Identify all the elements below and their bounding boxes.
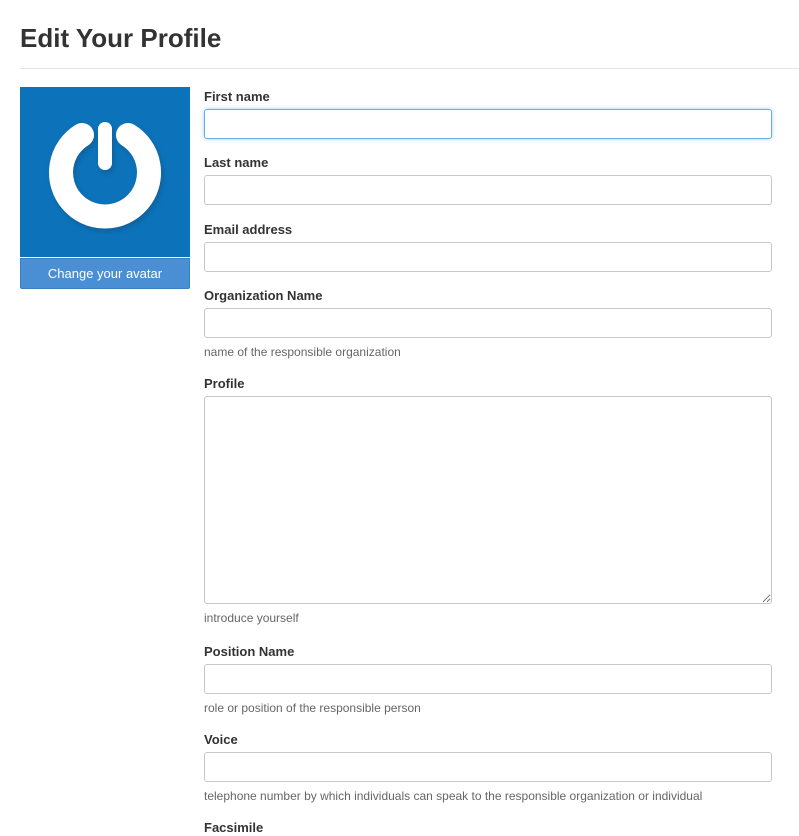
email-label: Email address — [204, 222, 293, 237]
profile-textarea[interactable] — [204, 396, 772, 604]
facsimile-group — [204, 819, 772, 836]
organization-field[interactable] — [204, 308, 772, 338]
position-help: role or position of the responsible person — [204, 701, 421, 715]
voice-group — [204, 731, 772, 804]
facsimile-label: Facsimile — [204, 820, 264, 835]
position-field[interactable] — [204, 664, 772, 694]
voice-help: telephone number by which individuals can speak to the responsible organization or individual — [204, 789, 703, 803]
avatar-panel — [20, 87, 190, 289]
position-label: Position Name — [204, 644, 295, 659]
organization-label: Organization Name — [204, 288, 323, 303]
voice-label: Voice — [204, 732, 238, 747]
first-name-label: First name — [204, 89, 270, 104]
last-name-group — [204, 154, 772, 205]
voice-field[interactable] — [204, 752, 772, 782]
page-title: Edit Your Profile — [20, 23, 222, 53]
email-group — [204, 221, 772, 272]
email-field[interactable] — [204, 242, 772, 272]
profile-group — [204, 375, 772, 626]
title-divider — [20, 68, 799, 69]
last-name-label: Last name — [204, 155, 269, 170]
organization-help: name of the responsible organization — [204, 345, 401, 359]
profile-label: Profile — [204, 376, 245, 391]
first-name-group — [204, 88, 772, 139]
first-name-field[interactable] — [204, 109, 772, 139]
profile-help: introduce yourself — [204, 611, 299, 625]
last-name-field[interactable] — [204, 175, 772, 205]
power-logo-icon — [40, 107, 170, 237]
avatar — [20, 87, 190, 257]
position-group — [204, 643, 772, 716]
organization-group — [204, 287, 772, 360]
change-avatar-button[interactable]: Change your avatar — [20, 258, 190, 289]
